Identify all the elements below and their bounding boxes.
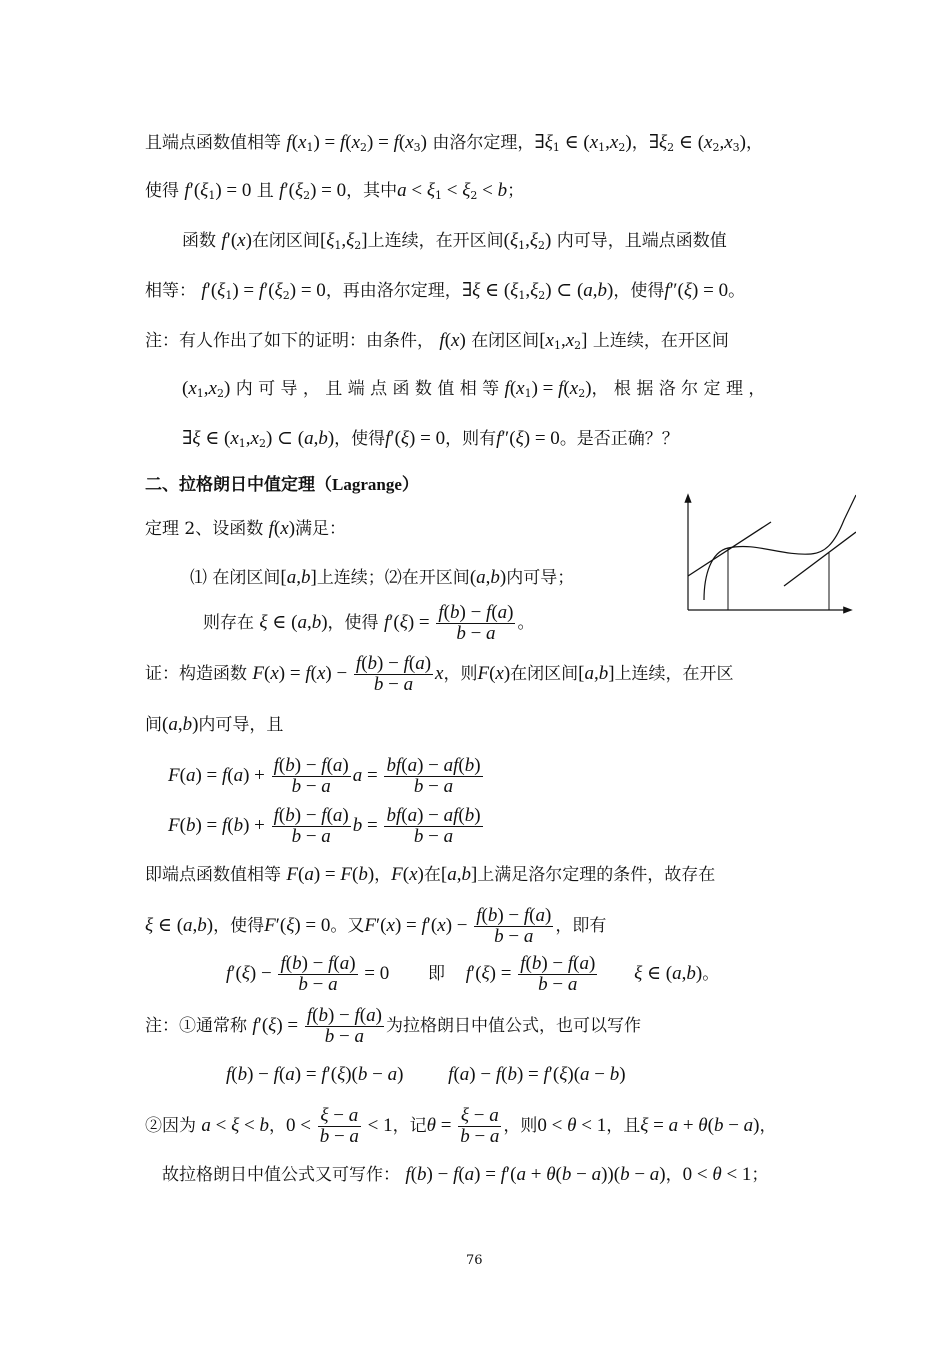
text: 上连续；⑵在开区间	[316, 568, 470, 588]
note-line-1: 注：①通常称 f′(ξ) = $\frac{f(b) - f(a)}{b - a}$ 为拉格朗日中值公式，也可以写作	[145, 1005, 641, 1047]
text: 上满足洛尔定理的条件，故存在	[477, 865, 716, 885]
theorem-statement: 定理 2、设函数 f(x)满足：	[145, 518, 347, 539]
function-curve	[704, 495, 856, 600]
note-line-2: ②因为 a < ξ < b，0 < $\frac{\xi - a}{b - a}$ < 1，记θ = $\frac{\xi - a}{b - a}$ ，则0 < θ < 1，且ξ = a + θ(b − a)，	[145, 1105, 777, 1147]
text-line-5: 注：有人作出了如下的证明：由条件， f(x) 在闭区间$[x_1,x_2]$ 上连续，在开区间	[145, 330, 729, 352]
text: ，即有	[555, 916, 607, 936]
text: 上连续，在开区间	[592, 331, 729, 351]
text: ，使得	[327, 613, 379, 633]
text: 使得	[145, 181, 179, 201]
theorem-conclusion: 则存在 ξ ∈ (a,b)，使得 f′(ξ) = $\frac{f(b) - f(a)}{b - a}$ 。	[203, 602, 535, 644]
text-line-4: 相等： $f'(\xi_1) = f'(\xi_2) = 0$，再由洛尔定理，∃ξ ∈ $(\xi_1,\xi_2)$ ⊂ (a,b)，使得f″(ξ) = 0。	[145, 280, 746, 302]
tangent-line-left	[688, 522, 771, 576]
text: ，则	[443, 664, 478, 684]
section-heading	[145, 470, 419, 500]
text: ，且	[606, 1116, 641, 1136]
text: 函数	[182, 231, 216, 251]
text: 证：构造函数	[145, 664, 247, 684]
text: ，则有	[445, 429, 497, 449]
proof-line-4: ξ ∈ (a,b)，使得F′(ξ) = 0。又F′(x) = f′(x) − $\frac{f(b) - f(a)}{b - a}$ ，即有	[145, 905, 607, 947]
text: ，使得	[334, 429, 386, 449]
theorem-conditions: ⑴ 在闭区间[a,b]上连续；⑵在开区间(a,b)内可导；	[190, 567, 575, 588]
equation-F-a: F(a) = f(a) + $\frac{f(b) - f(a)}{b - a}$ a = $\frac{bf(a) - af(b)}{b - a}$	[168, 755, 481, 798]
text: ， 根 据 洛 尔 定 理 ，	[591, 379, 766, 399]
heading-text: 二、拉格朗日中值定理（	[145, 475, 332, 495]
proof-line-5: f′(ξ) − $\frac{f(b) - f(a)}{b - a}$ = 0 即 f′(ξ) = $\frac{f(b) - f(a)}{b - a}$ ξ ∈ (a,b)。	[226, 953, 720, 996]
text: 定理 2、设函数	[145, 519, 264, 539]
proof-line-2: 间(a,b)内可导，且	[145, 714, 284, 735]
lagrange-graph	[676, 490, 856, 620]
text-line-7: ∃ξ ∈ $(x_1,x_2)$ ⊂ (a,b)，使得f′(ξ) = 0，则有f″(ξ) = 0。是否正确？？	[182, 428, 679, 450]
text: 且	[256, 181, 274, 201]
text: 上连续，在开区	[614, 664, 734, 684]
text: 内可导；	[506, 568, 575, 588]
text: 注：有人作出了如下的证明：由条件，	[145, 331, 434, 351]
proof-line-3: 即端点函数值相等 F(a) = F(b)，F(x)在[a,b]上满足洛尔定理的条件，故存在	[145, 864, 716, 885]
text-line-2: 使得 $f'(\xi_1) = 0$ 且 $f'(\xi_2) = 0$，其中$a < \xi_1 < \xi_2 < b$；	[145, 180, 525, 202]
text: 故拉格朗日中值公式又可写作：	[162, 1165, 400, 1185]
text: ，其中	[346, 181, 398, 201]
text: 即端点函数值相等	[145, 865, 281, 885]
note-line-3: 故拉格朗日中值公式又可写作： f(b) − f(a) = f′(a + θ(b − a))(b − a)，0 < θ < 1；	[162, 1164, 769, 1185]
text-line-3: 函数 f′(x)在闭区间$[\xi_1,\xi_2]$上连续，在开区间$(\xi_1,\xi_2)$ 内可导，且端点函数值	[182, 230, 727, 252]
text: 相等：	[145, 281, 196, 301]
text: 在	[423, 865, 441, 885]
text: ，使得	[213, 916, 265, 936]
text: 为拉格朗日中值公式，也可以写作	[385, 1016, 641, 1036]
equation-F-b: F(b) = f(b) + $\frac{f(b) - f(a)}{b - a}$ b = $\frac{bf(a) - af(b)}{b - a}$	[168, 805, 481, 848]
text: 间	[145, 715, 162, 735]
text: 内可导，且	[198, 715, 284, 735]
text: 。又	[330, 916, 365, 936]
text: ②因为	[145, 1116, 196, 1136]
text: 上连续，在开区间	[367, 231, 504, 251]
text: ，则	[503, 1116, 538, 1136]
text: 内可导，且端点函数值	[556, 231, 727, 251]
heading-latin: Lagrange	[332, 475, 402, 494]
text: 内 可 导 ， 且 端 点 函 数 值 相 等	[235, 379, 500, 399]
heading-text: ）	[401, 475, 419, 495]
text: 在闭区间	[471, 331, 540, 351]
text: 即	[428, 964, 446, 984]
text-line-6: $(x_1,x_2)$ 内 可 导 ， 且 端 点 函 数 值 相 等 $f(x_1) = f(x_2)$， 根 据 洛 尔 定 理 ，	[182, 378, 766, 400]
text: 则存在	[203, 613, 254, 633]
text: ，使得	[613, 281, 665, 301]
proof-line-1: 证：构造函数 F(x) = f(x) − $\frac{f(b) - f(a)}{b - a}$ x，则F(x)在闭区间[a,b]上连续，在开区	[145, 653, 734, 695]
text: 在闭区间	[510, 664, 579, 684]
text-line-1: 且端点函数值相等 $f(x_1) = f(x_2) = f(x_3)$ 由洛尔定理，$\exists\xi_1$ ∈ $(x_1,x_2)$，$\exists\xi_2$ ∈ $(x_2,x_3)$，	[145, 132, 763, 154]
tangent-line-right	[784, 532, 856, 586]
text: 注：①通常称	[145, 1016, 247, 1036]
text: 满足：	[295, 519, 347, 539]
text: ⑴ 在闭区间	[190, 568, 281, 588]
text: ，记	[392, 1116, 427, 1136]
text: ，再由洛尔定理，	[325, 281, 462, 301]
page-number: 76	[466, 1253, 483, 1268]
text: 且端点函数值相等	[145, 133, 281, 153]
text: 在闭区间	[251, 231, 320, 251]
note-formulas: f(b) − f(a) = f′(ξ)(b − a) f(a) − f(b) = f′(ξ)(a − b)	[226, 1064, 626, 1085]
text: 。是否正确？？	[559, 429, 679, 449]
text: 由洛尔定理，	[432, 133, 535, 153]
